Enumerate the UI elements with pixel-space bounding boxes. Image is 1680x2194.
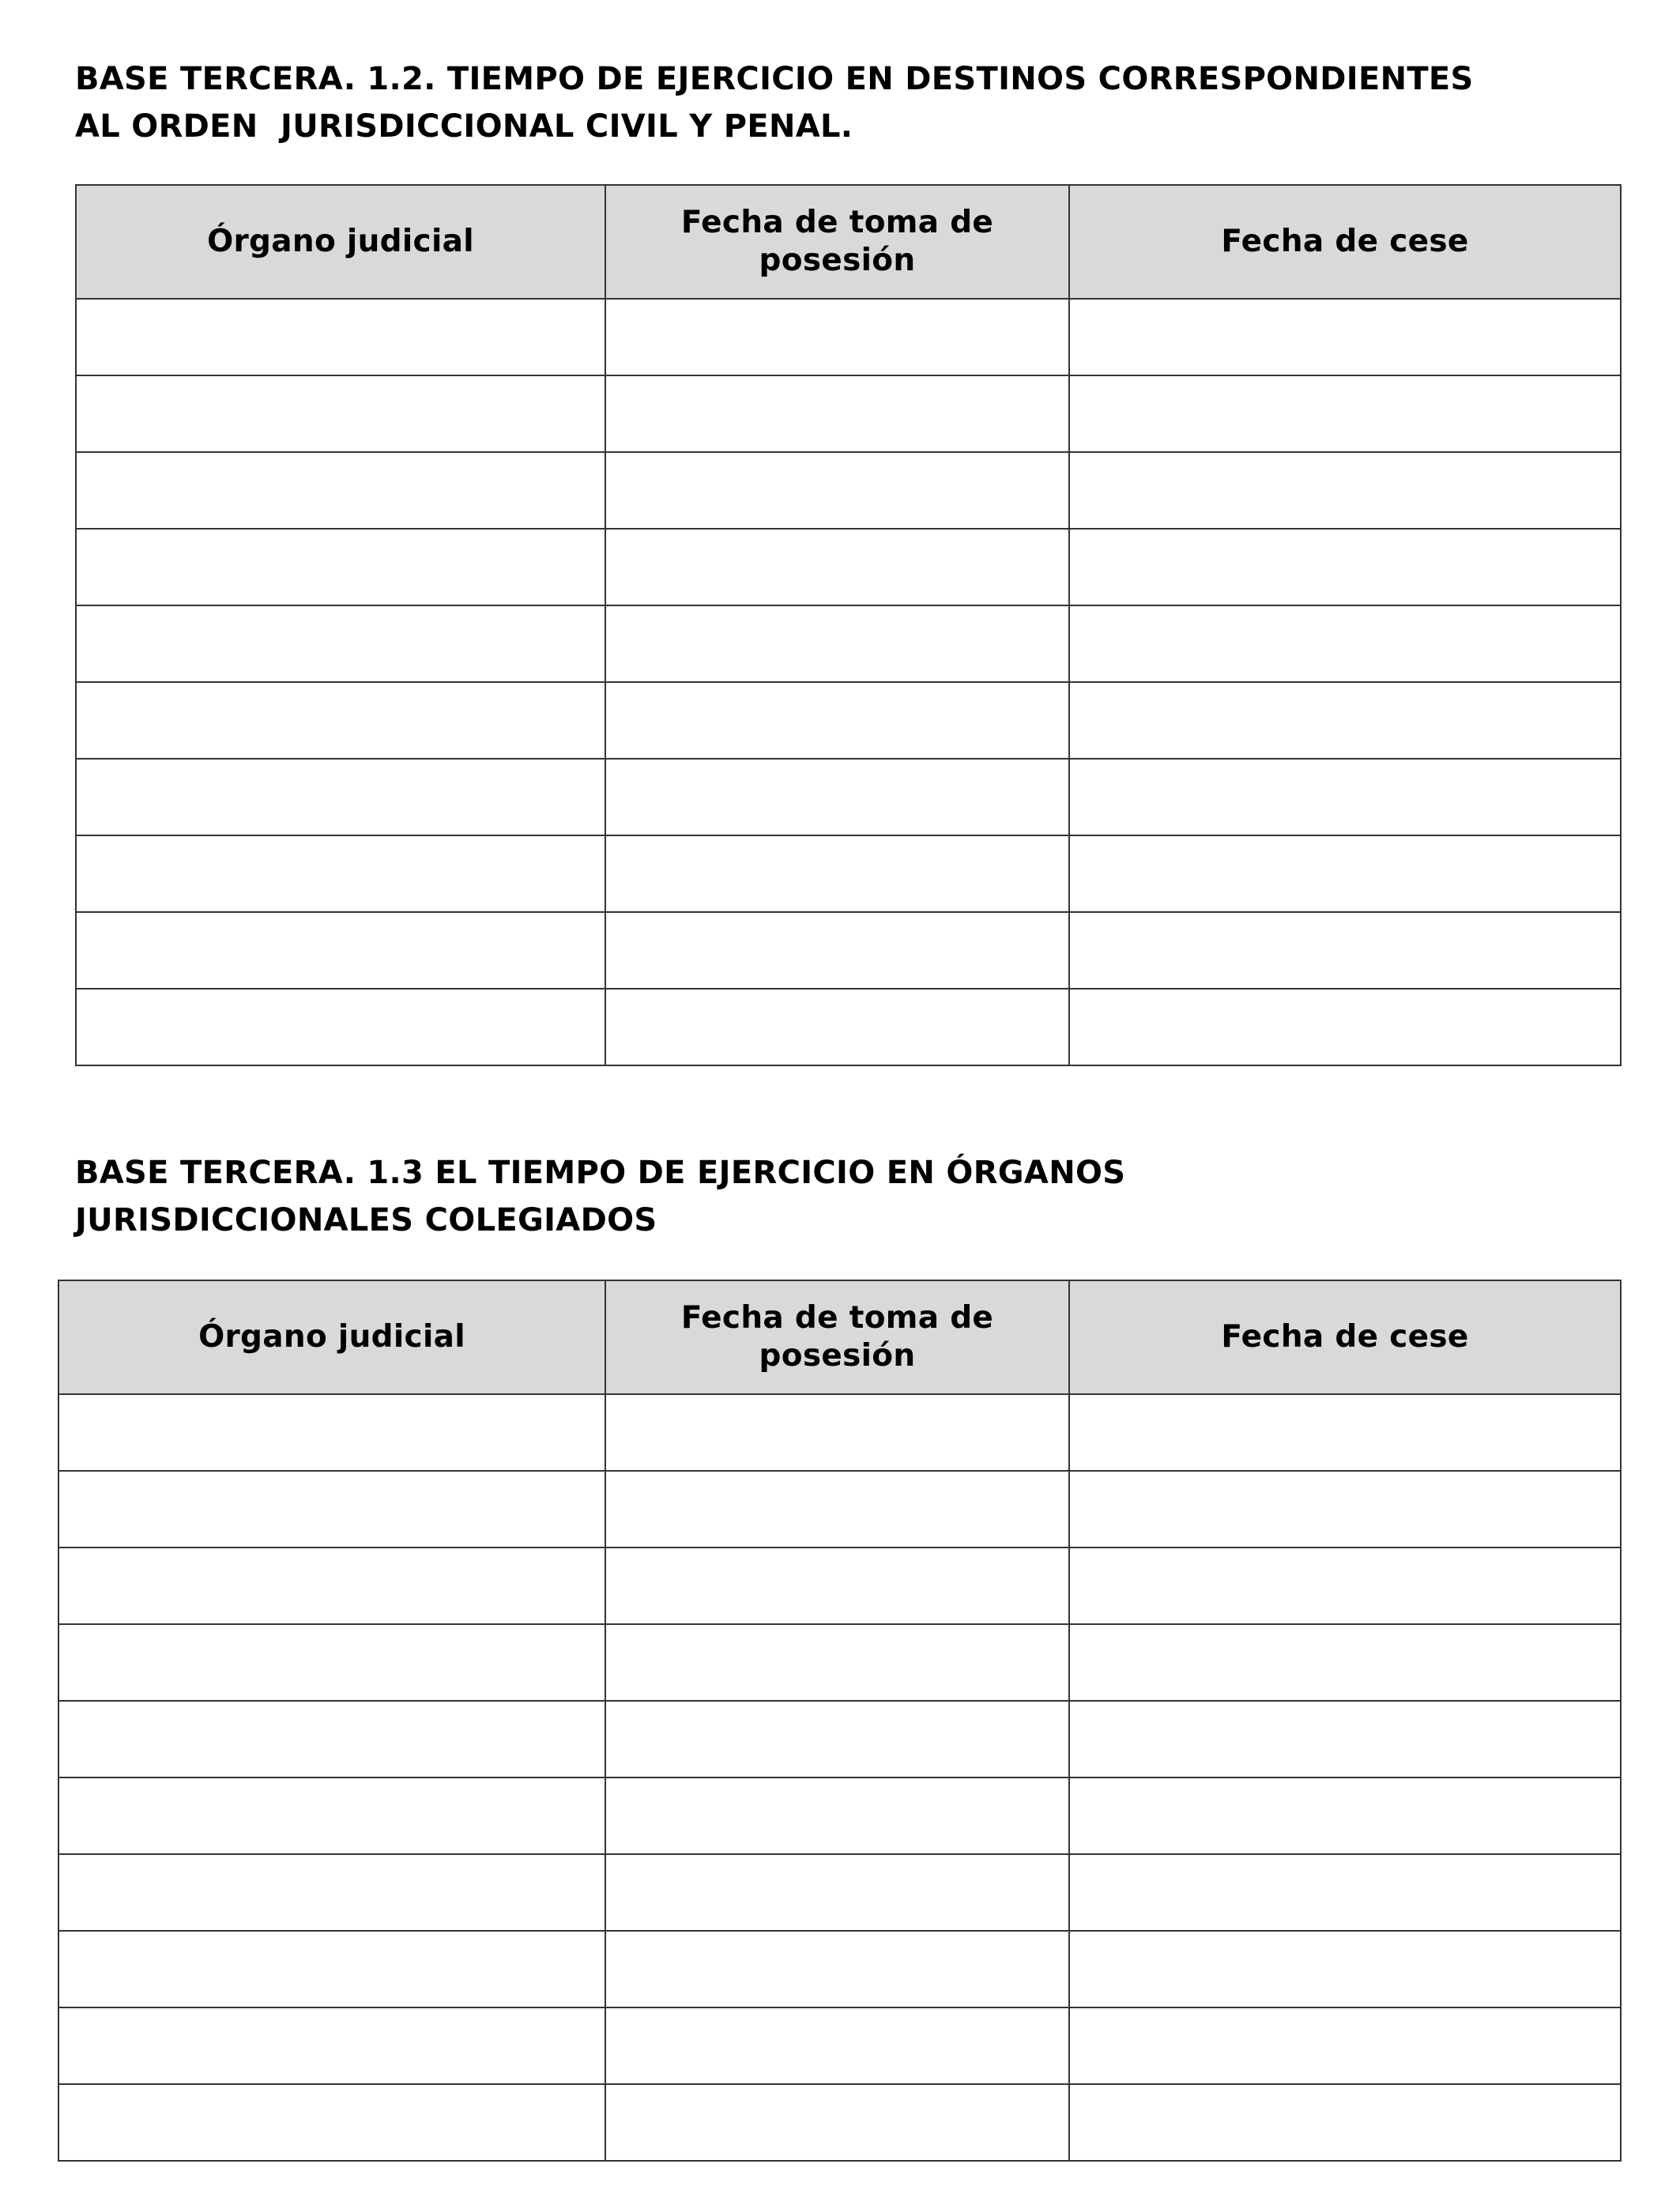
organo-judicial-cell[interactable] <box>58 1777 605 1854</box>
fecha-toma-posesion-cell[interactable] <box>605 1931 1069 2007</box>
fecha-toma-posesion-cell[interactable] <box>605 989 1069 1065</box>
fecha-cese-cell[interactable] <box>1069 989 1621 1065</box>
organo-judicial-cell[interactable] <box>76 912 605 989</box>
fecha-toma-posesion-cell[interactable] <box>605 1701 1069 1777</box>
fecha-cese-cell[interactable] <box>1069 1471 1621 1547</box>
organo-judicial-cell[interactable] <box>58 2084 605 2161</box>
fecha-toma-posesion-header-text: Fecha de toma de posesión <box>680 1300 994 1374</box>
organo-judicial-cell[interactable] <box>58 1931 605 2007</box>
organo-judicial-cell[interactable] <box>58 1471 605 1547</box>
fecha-cese-cell[interactable] <box>1069 1624 1621 1701</box>
fecha-toma-posesion-header-text: Fecha de toma de posesión <box>680 205 994 278</box>
fecha-toma-posesion-cell[interactable] <box>605 1547 1069 1624</box>
organo-judicial-cell[interactable] <box>58 2007 605 2084</box>
table-row <box>58 1777 1621 1854</box>
fecha-toma-posesion-cell[interactable] <box>605 605 1069 682</box>
table-row <box>58 1701 1621 1777</box>
fecha-toma-posesion-cell[interactable] <box>605 1394 1069 1471</box>
fecha-toma-posesion-cell[interactable] <box>605 2007 1069 2084</box>
organo-judicial-cell[interactable] <box>76 299 605 375</box>
fecha-toma-posesion-cell[interactable] <box>605 912 1069 989</box>
table-row <box>58 1854 1621 1931</box>
table-row <box>76 529 1621 605</box>
organo-judicial-cell[interactable] <box>76 682 605 759</box>
fecha-cese-cell[interactable] <box>1069 375 1621 452</box>
organo-judicial-cell[interactable] <box>76 375 605 452</box>
fecha-toma-posesion-cell[interactable] <box>605 2084 1069 2161</box>
fecha-cese-cell[interactable] <box>1069 682 1621 759</box>
fecha-cese-cell[interactable] <box>1069 452 1621 529</box>
table-row <box>76 989 1621 1065</box>
table-header-row <box>58 1280 1621 1394</box>
section-1-title-line-2: AL ORDEN JURISDICCIONAL CIVIL Y PENAL. <box>75 108 853 145</box>
fecha-cese-cell[interactable] <box>1069 1394 1621 1471</box>
fecha-toma-posesion-header <box>605 1280 1069 1394</box>
fecha-cese-cell[interactable] <box>1069 2007 1621 2084</box>
section-1-title-line-1: BASE TERCERA. 1.2. TIEMPO DE EJERCICIO EN DESTINOS CORRESPONDIENTES <box>75 61 1474 97</box>
fecha-cese-cell[interactable] <box>1069 1547 1621 1624</box>
organo-judicial-cell[interactable] <box>58 1394 605 1471</box>
table-row <box>58 2007 1621 2084</box>
fecha-toma-posesion-cell[interactable] <box>605 1854 1069 1931</box>
table-row <box>76 299 1621 375</box>
fecha-cese-cell[interactable] <box>1069 1701 1621 1777</box>
fecha-cese-cell[interactable] <box>1069 1931 1621 2007</box>
fecha-toma-posesion-cell[interactable] <box>605 452 1069 529</box>
fecha-cese-cell[interactable] <box>1069 912 1621 989</box>
organo-judicial-cell[interactable] <box>76 605 605 682</box>
fecha-cese-cell[interactable] <box>1069 835 1621 912</box>
fecha-toma-posesion-cell[interactable] <box>605 529 1069 605</box>
table-row <box>58 1394 1621 1471</box>
organo-judicial-cell[interactable] <box>58 1624 605 1701</box>
fecha-toma-posesion-cell[interactable] <box>605 1777 1069 1854</box>
organo-judicial-cell[interactable] <box>58 1854 605 1931</box>
fecha-cese-header: Fecha de cese <box>1069 1280 1621 1394</box>
table-row <box>58 1624 1621 1701</box>
fecha-toma-posesion-cell[interactable] <box>605 759 1069 835</box>
section-2-table <box>58 1280 1622 2162</box>
organo-judicial-cell[interactable] <box>76 989 605 1065</box>
section-1-table-body <box>76 299 1621 1065</box>
section-2-title <box>75 1149 1620 1244</box>
table-row <box>76 835 1621 912</box>
section-1-title <box>75 55 1620 150</box>
organo-judicial-cell[interactable] <box>76 529 605 605</box>
section-2-table-body <box>58 1394 1621 2161</box>
fecha-toma-posesion-cell[interactable] <box>605 835 1069 912</box>
fecha-cese-cell[interactable] <box>1069 2084 1621 2161</box>
section-2-title-line-1: BASE TERCERA. 1.3 EL TIEMPO DE EJERCICIO EN ÓRGANOS <box>75 1155 1126 1191</box>
table-row <box>58 1547 1621 1624</box>
organo-judicial-header: Órgano judicial <box>76 185 605 299</box>
section-2-title-line-2: JURISDICCIONALES COLEGIADOS <box>75 1202 657 1238</box>
fecha-cese-cell[interactable] <box>1069 1777 1621 1854</box>
fecha-toma-posesion-header <box>605 185 1069 299</box>
table-row <box>58 1471 1621 1547</box>
fecha-cese-header: Fecha de cese <box>1069 185 1621 299</box>
organo-judicial-cell[interactable] <box>76 835 605 912</box>
table-row <box>76 605 1621 682</box>
table-row <box>76 759 1621 835</box>
fecha-cese-cell[interactable] <box>1069 299 1621 375</box>
organo-judicial-cell[interactable] <box>76 452 605 529</box>
fecha-cese-cell[interactable] <box>1069 605 1621 682</box>
fecha-toma-posesion-cell[interactable] <box>605 299 1069 375</box>
table-row <box>76 912 1621 989</box>
fecha-cese-cell[interactable] <box>1069 759 1621 835</box>
organo-judicial-cell[interactable] <box>58 1701 605 1777</box>
fecha-toma-posesion-cell[interactable] <box>605 682 1069 759</box>
organo-judicial-header: Órgano judicial <box>58 1280 605 1394</box>
fecha-toma-posesion-cell[interactable] <box>605 1471 1069 1547</box>
organo-judicial-cell[interactable] <box>76 759 605 835</box>
table-row <box>76 452 1621 529</box>
fecha-toma-posesion-cell[interactable] <box>605 375 1069 452</box>
fecha-cese-cell[interactable] <box>1069 1854 1621 1931</box>
table-row <box>58 1931 1621 2007</box>
organo-judicial-cell[interactable] <box>58 1547 605 1624</box>
table-row <box>58 2084 1621 2161</box>
section-1-table <box>75 184 1622 1066</box>
table-header-row <box>76 185 1621 299</box>
table-row <box>76 375 1621 452</box>
table-row <box>76 682 1621 759</box>
fecha-cese-cell[interactable] <box>1069 529 1621 605</box>
fecha-toma-posesion-cell[interactable] <box>605 1624 1069 1701</box>
